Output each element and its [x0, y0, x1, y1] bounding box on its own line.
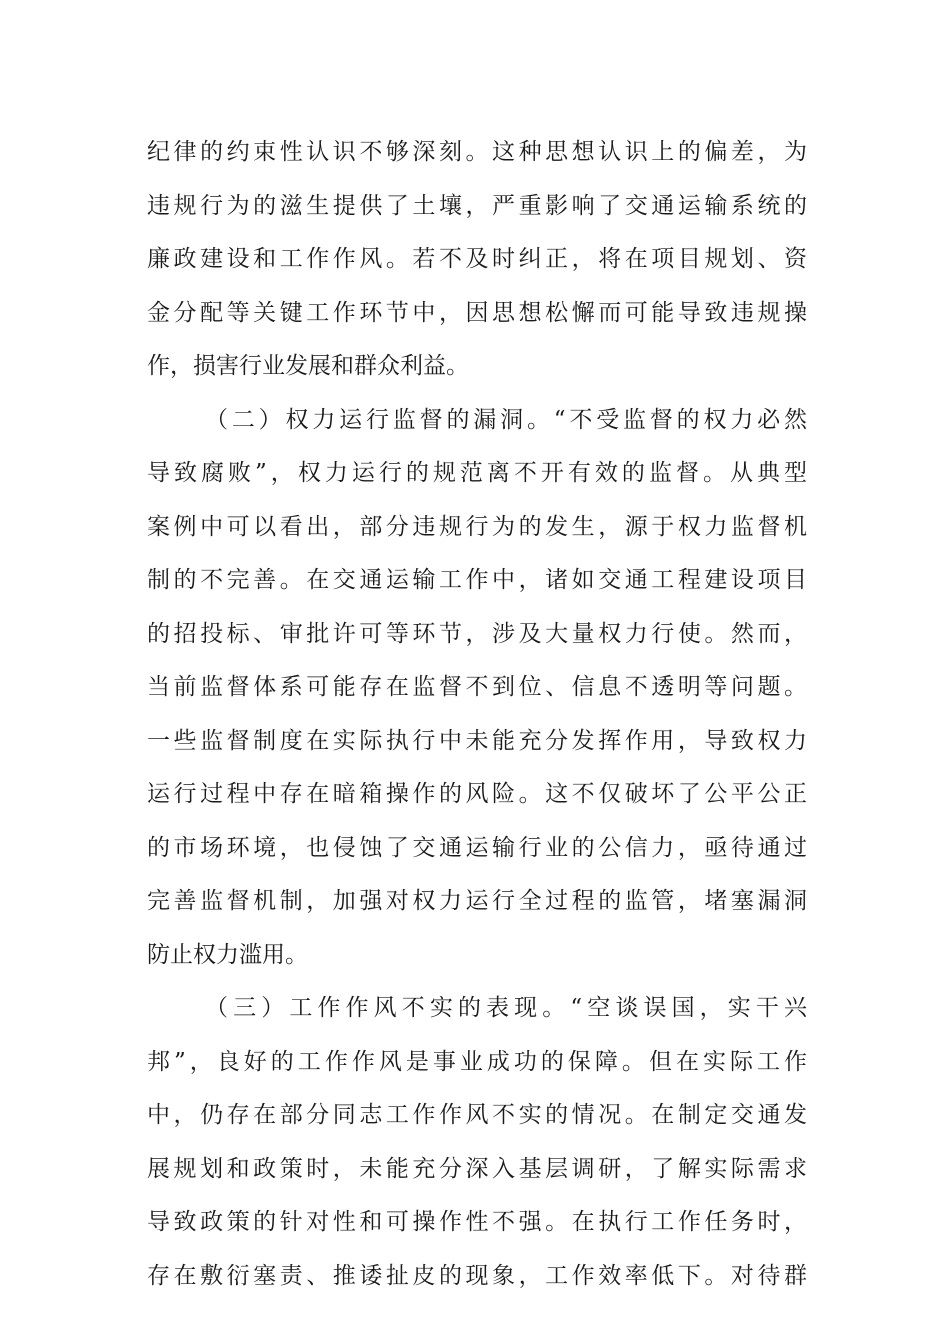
text-line: 的市场环境，也侵蚀了交通运输行业的公信力，亟待通过 — [147, 834, 807, 861]
text-line: 一些监督制度在实际执行中未能充分发挥作用，导致权力 — [147, 727, 807, 754]
text-line: 制的不完善。在交通运输工作中，诸如交通工程建设项目 — [147, 567, 807, 593]
text-line: 廉政建设和工作作风。若不及时纠正，将在项目规划、资 — [147, 246, 807, 272]
text-line: 运行过程中存在暗箱操作的风险。这不仅破坏了公平公正 — [147, 781, 807, 807]
section-heading-line: （三）工作作风不实的表现。“空谈误国，实干兴 — [205, 995, 807, 1021]
text-line: 完善监督机制，加强对权力运行全过程的监管，堵塞漏洞 — [147, 888, 807, 914]
text-line: 案例中可以看出，部分违规行为的发生，源于权力监督机 — [147, 513, 807, 540]
text-line: 的招投标、审批许可等环节，涉及大量权力行使。然而， — [147, 620, 807, 647]
text-line: 纪律的约束性认识不够深刻。这种思想认识上的偏差，为 — [147, 139, 807, 165]
text-line: 防止权力滥用。 — [147, 941, 308, 968]
text-line: 展规划和政策时，未能充分深入基层调研，了解实际需求 — [147, 1155, 807, 1182]
text-line: 当前监督体系可能存在监督不到位、信息不透明等问题。 — [147, 674, 807, 700]
text-line: 存在敷衍塞责、推诿扯皮的现象，工作效率低下。对待群 — [147, 1262, 807, 1289]
text-line: 导致政策的针对性和可操作性不强。在执行工作任务时， — [147, 1209, 807, 1235]
text-line: 金分配等关键工作环节中，因思想松懈而可能导致违规操 — [147, 299, 807, 326]
section-heading-line: （二）权力运行监督的漏洞。“不受监督的权力必然 — [205, 406, 807, 433]
text-line: 邦”，良好的工作作风是事业成功的保障。但在实际工作 — [147, 1048, 807, 1075]
text-line: 作，损害行业发展和群众利益。 — [147, 353, 469, 379]
text-line: 导致腐败”，权力运行的规范离不开有效的监督。从典型 — [147, 460, 807, 486]
text-line: 中，仍存在部分同志工作作风不实的情况。在制定交通发 — [147, 1102, 807, 1128]
text-line: 违规行为的滋生提供了土壤，严重影响了交通运输系统的 — [147, 192, 807, 219]
body-text — [147, 126, 807, 1303]
